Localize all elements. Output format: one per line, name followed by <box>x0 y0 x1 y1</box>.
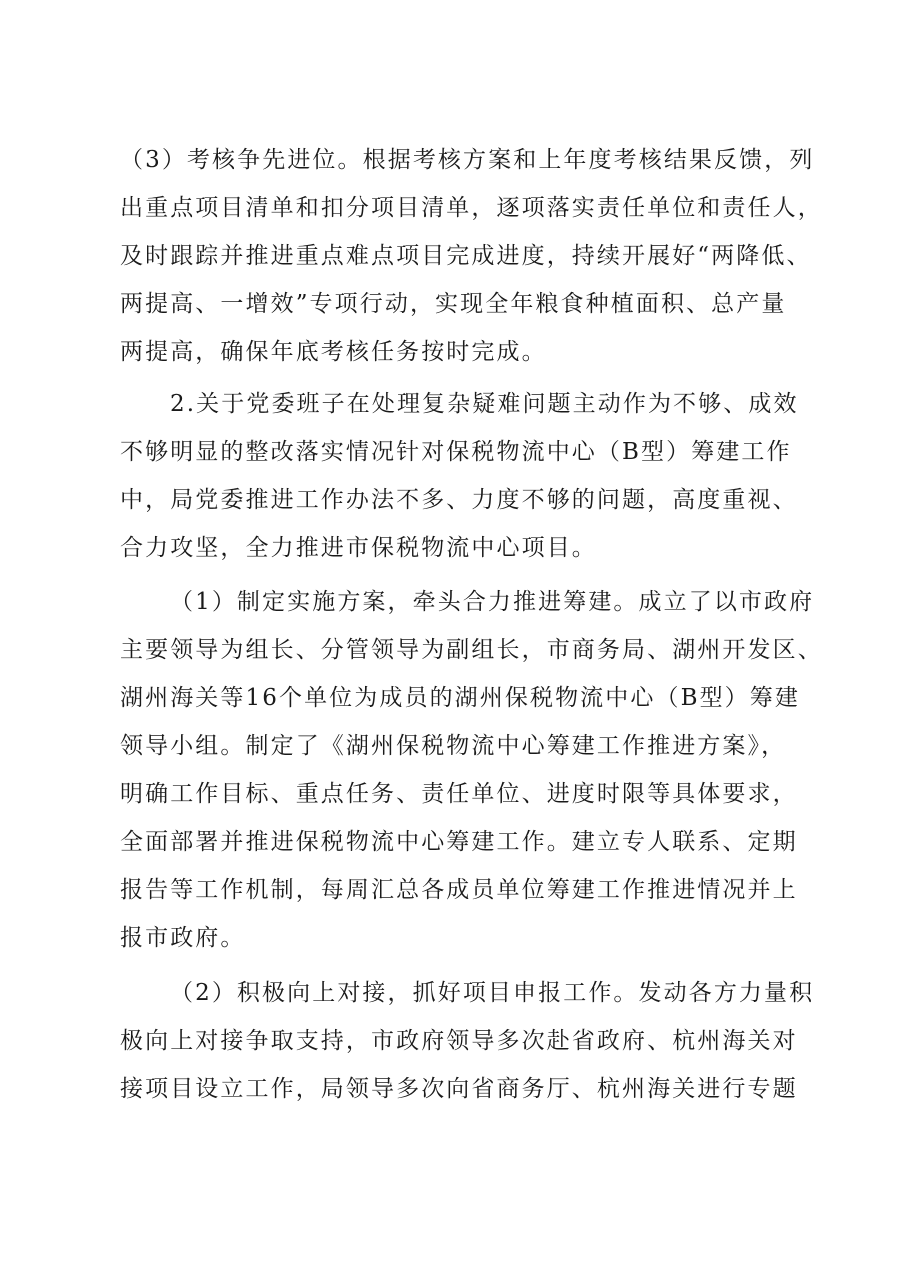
text-line: 明确工作目标、重点任务、责任单位、进度时限等具体要求， <box>120 781 798 807</box>
text-line: 全面部署并推进保税物流中心筹建工作。建立专人联系、定期 <box>120 829 798 855</box>
text-line: 主要领导为组长、分管领导为副组长，市商务局、湖州开发区、 <box>120 637 823 663</box>
text-line: （3）考核争先进位。根据考核方案和上年度考核结果反馈，列 <box>120 147 815 173</box>
text-line: 湖州海关等16个单位为成员的湖州保税物流中心（B型）筹建 <box>120 685 800 711</box>
text-line: 及时跟踪并推进重点难点项目完成进度，持续开展好“两降低、 <box>120 243 812 269</box>
text-line: 两提高、一增效”专项行动，实现全年粮食种植面积、总产量 <box>120 291 787 317</box>
text-line: 接项目设立工作，局领导多次向省商务厅、杭州海关进行专题 <box>120 1076 798 1102</box>
text-line: 2.关于党委班子在处理复杂疑难问题主动作为不够、成效 <box>170 391 799 417</box>
text-line: 报市政府。 <box>120 925 246 951</box>
text-line: （2）积极向上对接，抓好项目申报工作。发动各方力量积 <box>170 980 815 1006</box>
text-line: 合力攻坚，全力推进市保税物流中心项目。 <box>120 535 597 561</box>
text-line: 两提高，确保年底考核任务按时完成。 <box>120 339 547 365</box>
text-line: （1）制定实施方案，牵头合力推进筹建。成立了以市政府 <box>170 589 815 615</box>
text-line: 出重点项目清单和扣分项目清单，逐项落实责任单位和责任人， <box>120 195 823 221</box>
text-line: 极向上对接争取支持，市政府领导多次赴省政府、杭州海关对 <box>120 1028 798 1054</box>
text-line: 报告等工作机制，每周汇总各成员单位筹建工作推进情况并上 <box>120 877 798 903</box>
text-line: 中，局党委推进工作办法不多、力度不够的问题，高度重视、 <box>120 487 798 513</box>
text-line: 不够明显的整改落实情况针对保税物流中心（B型）筹建工作 <box>120 439 792 465</box>
text-line: 领导小组。制定了《湖州保税物流中心筹建工作推进方案》， <box>120 733 787 759</box>
